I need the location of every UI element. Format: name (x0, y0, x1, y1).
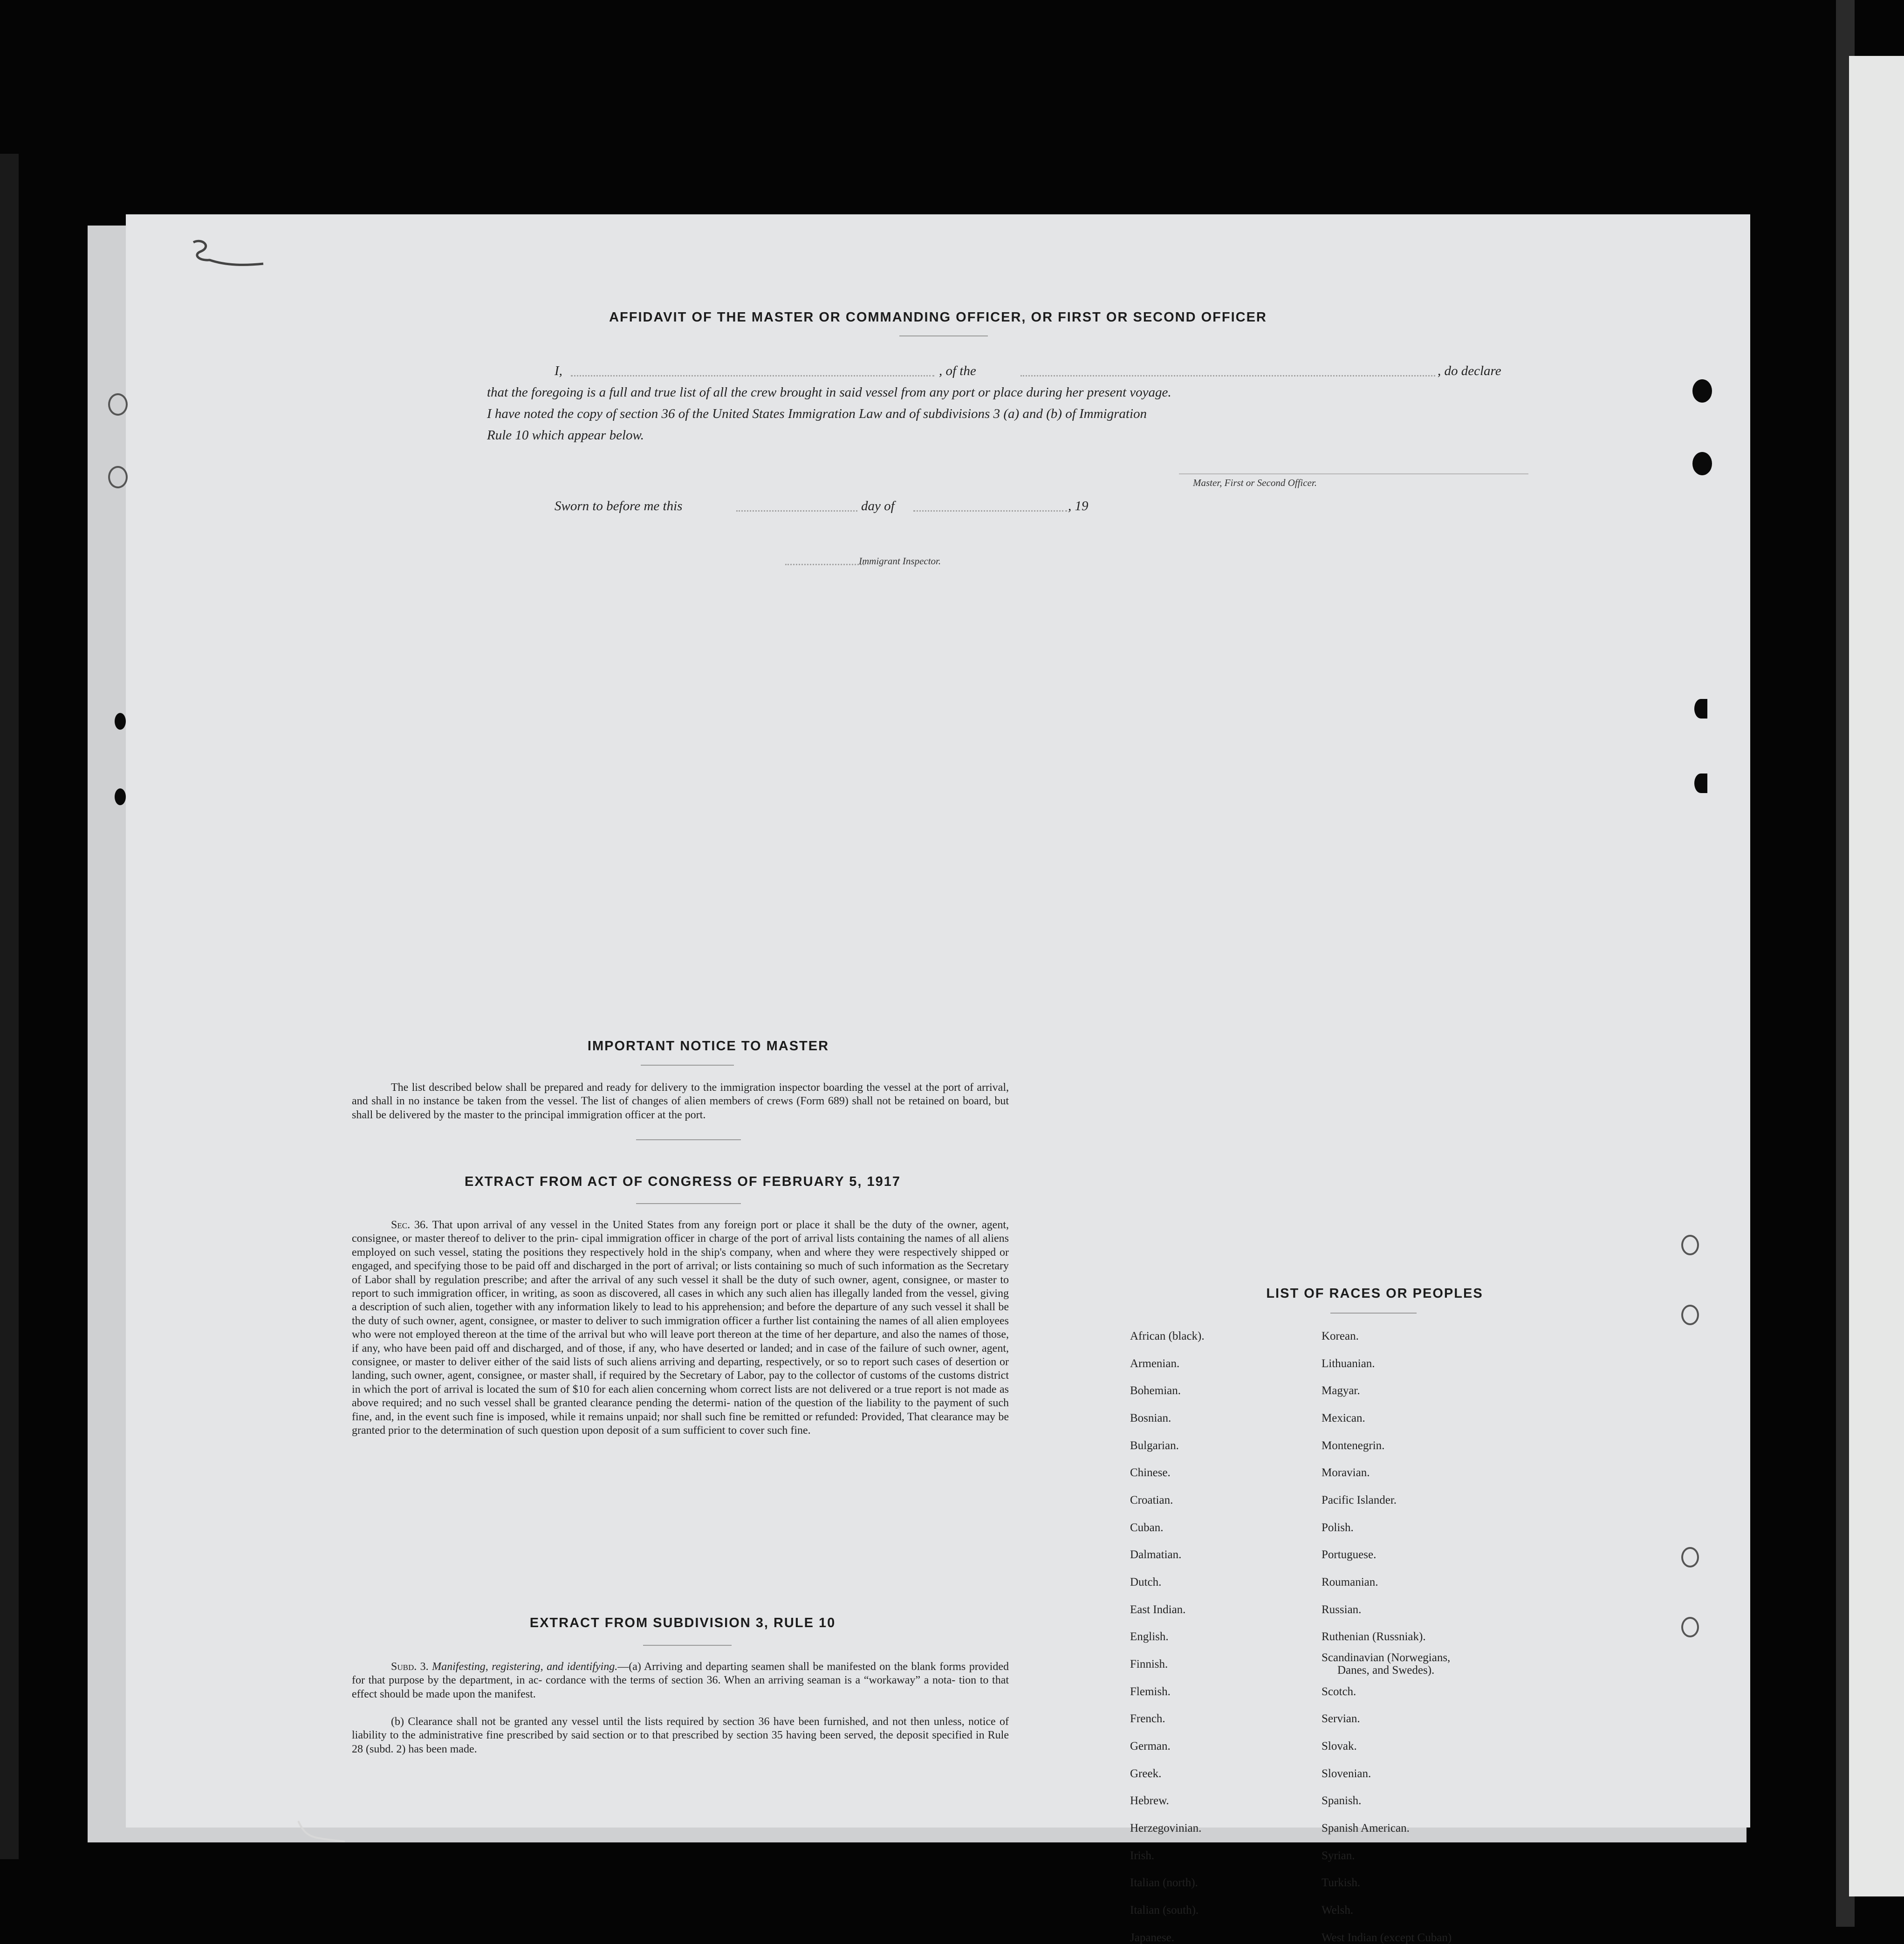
race-item: German. (1130, 1740, 1171, 1752)
race-item: Slovak. (1322, 1740, 1357, 1752)
race-item: French. (1130, 1712, 1165, 1725)
divider (641, 1065, 734, 1066)
sworn-day-blank[interactable] (736, 510, 857, 512)
binder-hole (1681, 1547, 1699, 1568)
race-item: Bosnian. (1130, 1412, 1171, 1424)
affidavit-title: AFFIDAVIT OF THE MASTER OR COMMANDING OFFICER, OR FIRST OR SECOND OFFICER (609, 310, 1267, 325)
race-item: Herzegovinian. (1130, 1822, 1202, 1834)
binder-hole (1681, 1617, 1699, 1637)
race-item: Scotch. (1322, 1685, 1356, 1698)
inspector-signature-blank[interactable] (785, 564, 864, 565)
binder-hole (108, 466, 128, 488)
binder-hole (1694, 773, 1707, 793)
race-item: East Indian. (1130, 1603, 1186, 1616)
race-item: Roumanian. (1322, 1576, 1378, 1588)
race-item: Irish. (1130, 1849, 1155, 1862)
sworn-month-blank[interactable] (913, 510, 1067, 512)
sworn-label: Sworn to before me this (555, 499, 683, 513)
binder-hole (115, 713, 126, 730)
race-item: Scandinavian (Norwegians, (1322, 1651, 1451, 1664)
affidavit-line-4: Rule 10 which appear below. (487, 428, 644, 443)
race-item: African (black). (1130, 1330, 1205, 1342)
race-item: Ruthenian (Russniak). (1322, 1630, 1426, 1643)
adjacent-page-edge (1849, 56, 1904, 1896)
affidavit-line-3: I have noted the copy of section 36 of the United States Immigration Law and of subdivisions 3 (a) and (b) of Immigration (487, 406, 1147, 421)
master-signature-line[interactable] (1179, 473, 1528, 474)
binder-hole (1692, 379, 1712, 403)
divider (636, 1203, 741, 1204)
binder-hole (1694, 699, 1707, 719)
race-item: Portuguese. (1322, 1548, 1377, 1561)
race-item: Turkish. (1322, 1876, 1361, 1889)
race-item-continuation: Danes, and Swedes). (1337, 1664, 1435, 1677)
race-item: Polish. (1322, 1521, 1354, 1534)
notice-title: IMPORTANT NOTICE TO MASTER (587, 1039, 829, 1054)
scan-background-left (0, 154, 19, 1859)
race-item: Mexican. (1322, 1412, 1365, 1424)
handwritten-mark-icon (294, 1817, 349, 1845)
affidavit-i-label: I, (555, 363, 562, 378)
affidavit-line-2: that the foregoing is a full and true list of all the crew brought in said vessel from any port or place during her present voyage. (487, 385, 1171, 400)
rule-subdivision-b-paragraph: (b) Clearance shall not be granted any vessel until the lists required by section 36 have been furnished, and not then unless, notice of liability to the administrative fine prescribed by said section or to that prescribed by section 35 having been served, the deposit specified in Rule 28 (subd. 2) has been made. (352, 1716, 1009, 1755)
races-title: LIST OF RACES OR PEOPLES (1266, 1286, 1483, 1301)
master-name-blank[interactable] (571, 375, 934, 376)
handwritten-mark-icon (184, 233, 268, 275)
race-item: Dalmatian. (1130, 1548, 1182, 1561)
race-item: English. (1130, 1630, 1169, 1643)
section-label: Sec. 36. (391, 1219, 428, 1231)
divider (643, 1645, 732, 1646)
race-item: Flemish. (1130, 1685, 1171, 1698)
day-of-label: day of (861, 499, 895, 513)
act-section-36-paragraph: Sec. 36. That upon arrival of any vessel in the United States from any foreign port or place it shall be the duty of the owner, agent, consignee, or master thereof to deliver to the prin- cipal immigration officer in charge of the port of arrival lists containing the names of all aliens employed on such vessel, stating the positions they respectively hold in the ship's company, when and where they were respectively shipped or engaged, and specifying those to be paid off and discharged in the port of arrival; or lists containing so much of such information as the Secretary of Labor shall by regulation prescribe; and after the arrival of any such vessel it shall be the duty of such owner, agent, consignee, or master to report to such immigration officer, in writing, as soon as discovered, all cases in which any such alien has illegally landed from the vessel, giving a description of such alien, together with any information likely to lead to his apprehension; and before the departure of any such vessel it shall be the duty of such owner, agent, consignee, or master to deliver to such immigration officer a further list containing the names of all alien employees who were not employed thereon at the time of the arrival but who will leave port thereon at the time of her departure, and also the names of those, if any, who have been paid off and discharged, and of those, if any, who have deserted or landed; and in case of the failure of such owner, agent, consignee, or master to deliver either of the said lists of such aliens arriving and departing, respectively, or so to report such cases of desertion or landing, such owner, agent, consignee, or master shall, if required by the Secretary of Labor, pay to the collector of customs of the customs district in which the port of arrival is located the sum of $10 for each alien concerning whom correct lists are not delivered or a true report is not made as above required; and no such vessel shall be granted clearance pending the determi- nation of the question of the liability to the payment of such fine, and, in the event such fine is imposed, while it remains unpaid; nor shall such fine be remitted or refunded: Provided, That clearance may be granted prior to the determination of such question upon deposit of a sum sufficient to cover such fine. (352, 1219, 1009, 1437)
rule-title: EXTRACT FROM SUBDIVISION 3, RULE 10 (529, 1615, 836, 1630)
binder-hole (108, 393, 128, 416)
year-label: , 19 (1068, 499, 1089, 513)
race-item: Italian (south). (1130, 1904, 1199, 1917)
inspector-caption: Immigrant Inspector. (859, 555, 941, 567)
race-item: Spanish American. (1322, 1822, 1410, 1834)
race-item: Magyar. (1322, 1384, 1360, 1397)
race-item: Hebrew. (1130, 1794, 1169, 1807)
race-item: Moravian. (1322, 1466, 1370, 1479)
document-page (126, 214, 1750, 1944)
race-item: Syrian. (1322, 1849, 1355, 1862)
binder-hole (1692, 452, 1712, 475)
race-item: Finnish. (1130, 1658, 1168, 1670)
race-item: Bulgarian. (1130, 1439, 1179, 1452)
race-item: Croatian. (1130, 1494, 1173, 1506)
divider (899, 335, 988, 336)
race-item: Armenian. (1130, 1357, 1180, 1370)
act-title: EXTRACT FROM ACT OF CONGRESS OF FEBRUARY 5, 1917 (464, 1174, 901, 1189)
race-item: Pacific Islander. (1322, 1494, 1397, 1506)
binder-hole (115, 788, 126, 805)
race-item: Spanish. (1322, 1794, 1362, 1807)
divider (636, 1139, 741, 1140)
binder-hole (1681, 1305, 1699, 1325)
race-item: Lithuanian. (1322, 1357, 1375, 1370)
race-item: Bohemian. (1130, 1384, 1181, 1397)
race-item: Servian. (1322, 1712, 1360, 1725)
race-item: Slovenian. (1322, 1767, 1371, 1780)
race-item: Japanese. (1130, 1931, 1175, 1944)
race-item: Greek. (1130, 1767, 1162, 1780)
affidavit-declare-label: , do declare (1438, 363, 1501, 378)
binder-hole (1681, 1235, 1699, 1255)
race-item: Montenegrin. (1322, 1439, 1385, 1452)
race-item: Cuban. (1130, 1521, 1164, 1534)
master-caption: Master, First or Second Officer. (1193, 477, 1317, 488)
race-item: Korean. (1322, 1330, 1359, 1342)
race-item: Chinese. (1130, 1466, 1171, 1479)
race-item: Italian (north). (1130, 1876, 1198, 1889)
affidavit-of-label: , of the (939, 363, 976, 378)
divider (1330, 1313, 1417, 1314)
race-item: West Indian (except Cuban) (1322, 1931, 1452, 1944)
race-item: Dutch. (1130, 1576, 1162, 1588)
race-item: Russian. (1322, 1603, 1362, 1616)
race-item: Welsh. (1322, 1904, 1354, 1917)
vessel-name-blank[interactable] (1020, 375, 1435, 376)
rule-subdivision-a-paragraph: Subd. 3. Manifesting, registering, and identifying.—(a) Arriving and departing seamen shall be manifested on the blank forms provided for that purpose by the department, in ac- cordance with the terms of section 36. When an arriving seaman is a “workaway” a nota- tion to that effect should be made upon the manifest. (352, 1661, 1009, 1700)
notice-paragraph: The list described below shall be prepared and ready for delivery to the immigration inspector boarding the vessel at the port of arrival, and shall in no instance be taken from the vessel. The list of changes of alien members of crews (Form 689) shall not be retained on board, but shall be delivered by the master to the principal immigration officer at the port. (352, 1082, 1009, 1121)
